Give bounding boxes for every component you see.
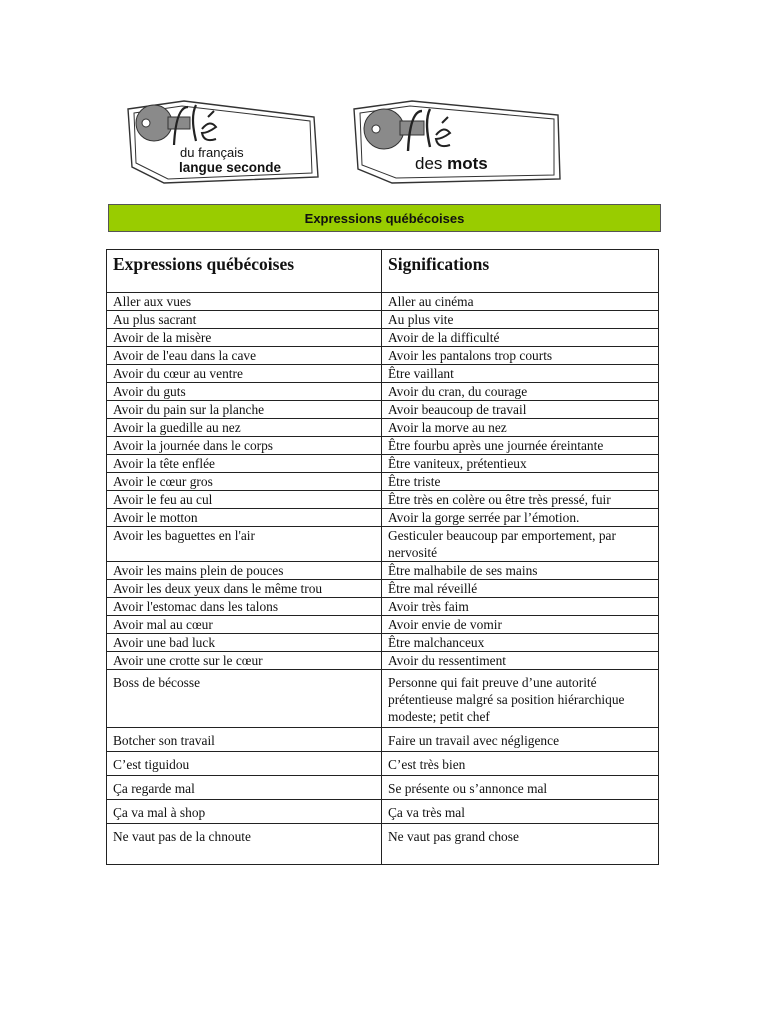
expression-cell: Ça va mal à shop bbox=[107, 800, 382, 824]
expression-cell: Avoir le feu au cul bbox=[107, 491, 382, 509]
expression-cell: Avoir du guts bbox=[107, 383, 382, 401]
signification-cell: Personne qui fait preuve d’une autorité prétentieuse malgré sa position hiérarchique modeste; petit chef bbox=[382, 670, 659, 728]
expression-cell: Botcher son travail bbox=[107, 728, 382, 752]
table-row bbox=[107, 419, 659, 437]
expression-cell: Avoir les baguettes en l'air bbox=[107, 527, 382, 562]
header-significations: Significations bbox=[382, 250, 659, 293]
table-row bbox=[107, 365, 659, 383]
logo-bold-word: mots bbox=[447, 154, 488, 173]
signification-cell: Être vaillant bbox=[382, 365, 659, 383]
signification-cell: Avoir beaucoup de travail bbox=[382, 401, 659, 419]
expression-cell: Aller aux vues bbox=[107, 293, 382, 311]
table-row bbox=[107, 634, 659, 652]
expression-cell: Avoir la tête enflée bbox=[107, 455, 382, 473]
signification-cell: Être vaniteux, prétentieux bbox=[382, 455, 659, 473]
signification-cell: Ça va très mal bbox=[382, 800, 659, 824]
signification-cell: Gesticuler beaucoup par emportement, par nervosité bbox=[382, 527, 659, 562]
table-body bbox=[107, 293, 659, 865]
expression-cell: Avoir la guedille au nez bbox=[107, 419, 382, 437]
signification-cell: Aller au cinéma bbox=[382, 293, 659, 311]
signification-cell: Faire un travail avec négligence bbox=[382, 728, 659, 752]
table-row bbox=[107, 800, 659, 824]
signification-cell: Être malchanceux bbox=[382, 634, 659, 652]
expression-cell: Avoir la journée dans le corps bbox=[107, 437, 382, 455]
signification-cell: Être très en colère ou être très pressé, fuir bbox=[382, 491, 659, 509]
signification-cell: Avoir du ressentiment bbox=[382, 652, 659, 670]
cle-mots-logo bbox=[352, 99, 562, 185]
signification-cell: Être fourbu après une journée éreintante bbox=[382, 437, 659, 455]
expressions-table bbox=[106, 249, 659, 865]
logo-line-1: du français bbox=[180, 145, 244, 160]
expression-cell: Avoir une crotte sur le cœur bbox=[107, 652, 382, 670]
signification-cell: Avoir la morve au nez bbox=[382, 419, 659, 437]
signification-cell: Ne vaut pas grand chose bbox=[382, 824, 659, 865]
table-row bbox=[107, 437, 659, 455]
table-row bbox=[107, 652, 659, 670]
table-row bbox=[107, 752, 659, 776]
table-row bbox=[107, 598, 659, 616]
expression-cell: Avoir les deux yeux dans le même trou bbox=[107, 580, 382, 598]
signification-cell: Avoir la gorge serrée par l’émotion. bbox=[382, 509, 659, 527]
table-row bbox=[107, 311, 659, 329]
table-row bbox=[107, 347, 659, 365]
expression-cell: Ne vaut pas de la chnoute bbox=[107, 824, 382, 865]
signification-cell: Être malhabile de ses mains bbox=[382, 562, 659, 580]
table-row bbox=[107, 455, 659, 473]
expression-cell: C’est tiguidou bbox=[107, 752, 382, 776]
table-row bbox=[107, 527, 659, 562]
header-expressions: Expressions québécoises bbox=[107, 250, 382, 293]
table-row bbox=[107, 616, 659, 634]
signification-cell: Avoir de la difficulté bbox=[382, 329, 659, 347]
signification-cell: Avoir du cran, du courage bbox=[382, 383, 659, 401]
signification-cell: Avoir très faim bbox=[382, 598, 659, 616]
table-row bbox=[107, 509, 659, 527]
table-row bbox=[107, 491, 659, 509]
table-row bbox=[107, 329, 659, 347]
expression-cell: Au plus sacrant bbox=[107, 311, 382, 329]
expression-cell: Boss de bécosse bbox=[107, 670, 382, 728]
expression-cell: Ça regarde mal bbox=[107, 776, 382, 800]
table-row bbox=[107, 728, 659, 752]
expression-cell: Avoir le motton bbox=[107, 509, 382, 527]
logo-des-mots bbox=[415, 155, 488, 172]
table-row bbox=[107, 473, 659, 491]
logo-line-2: langue seconde bbox=[179, 160, 282, 175]
expression-cell: Avoir une bad luck bbox=[107, 634, 382, 652]
table-row bbox=[107, 562, 659, 580]
table-row bbox=[107, 670, 659, 728]
expression-cell: Avoir du pain sur la planche bbox=[107, 401, 382, 419]
signification-cell: Au plus vite bbox=[382, 311, 659, 329]
expression-cell: Avoir de l'eau dans la cave bbox=[107, 347, 382, 365]
cle-francais-logo bbox=[124, 97, 320, 185]
signification-cell: C’est très bien bbox=[382, 752, 659, 776]
signification-cell: Être triste bbox=[382, 473, 659, 491]
expression-cell: Avoir l'estomac dans les talons bbox=[107, 598, 382, 616]
table-row bbox=[107, 401, 659, 419]
signification-cell: Avoir les pantalons trop courts bbox=[382, 347, 659, 365]
signification-cell: Se présente ou s’annonce mal bbox=[382, 776, 659, 800]
signification-cell: Être mal réveillé bbox=[382, 580, 659, 598]
logo-prefix: des bbox=[415, 154, 448, 173]
expression-cell: Avoir du cœur au ventre bbox=[107, 365, 382, 383]
signification-cell: Avoir envie de vomir bbox=[382, 616, 659, 634]
table-row bbox=[107, 776, 659, 800]
table-row bbox=[107, 293, 659, 311]
expression-cell: Avoir le cœur gros bbox=[107, 473, 382, 491]
table-row bbox=[107, 383, 659, 401]
expression-cell: Avoir mal au cœur bbox=[107, 616, 382, 634]
banner-title: Expressions québécoises bbox=[108, 204, 661, 232]
expression-cell: Avoir de la misère bbox=[107, 329, 382, 347]
table-row bbox=[107, 580, 659, 598]
expression-cell: Avoir les mains plein de pouces bbox=[107, 562, 382, 580]
table-row bbox=[107, 824, 659, 865]
table-header-row bbox=[107, 250, 659, 293]
